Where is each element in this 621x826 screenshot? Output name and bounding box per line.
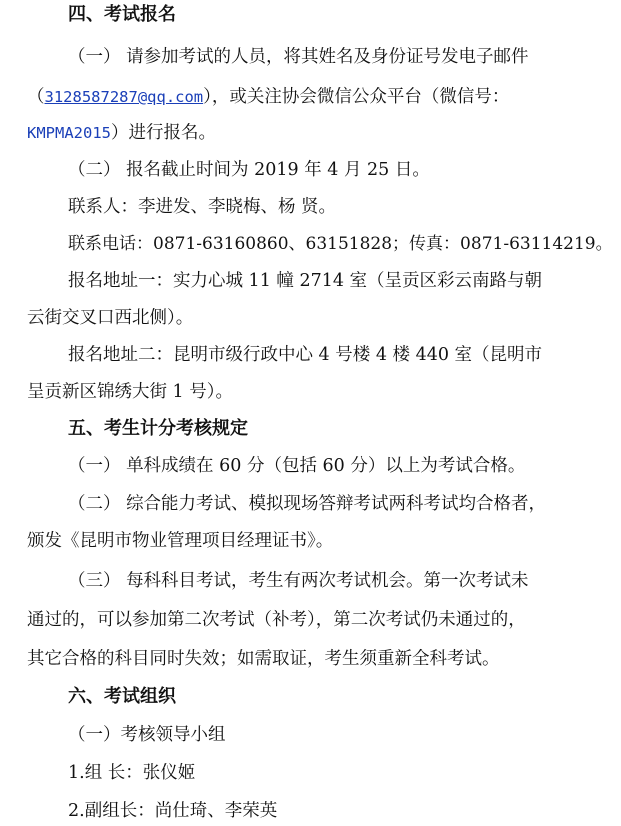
section-5-item-2-line-1: （二） 综合能力考试、模拟现场答辩考试两科考试均合格者， <box>68 494 547 514</box>
group-leader: 1.组 长：张仪姬 <box>68 763 196 783</box>
open-paren: （ <box>27 87 45 107</box>
section-5-item-3-line-1: （三） 每科科目考试，考生有两次考试机会。第一次考试未 <box>68 571 529 591</box>
section-6-heading: 六、考试组织 <box>68 686 176 707</box>
address-1-line-2: 云街交叉口西北侧）。 <box>27 308 194 328</box>
wechat-id: KMPMA2015 <box>27 124 111 142</box>
section-4-item-1-line-3 <box>27 122 216 144</box>
contact-person: 联系人：李进发、李晓梅、杨 贤。 <box>68 197 337 217</box>
address-1-line-1: 报名地址一：实力心城 11 幢 2714 室（呈贡区彩云南路与朝 <box>68 271 543 291</box>
section-4-item-1-line-1: （一） 请参加考试的人员，将其姓名及身份证号发电子邮件 <box>68 47 529 67</box>
section-5-item-3-line-3: 其它合格的科目同时失效；如需取证，考生须重新全科考试。 <box>27 649 500 669</box>
section-6-subtitle: （一）考核领导小组 <box>68 725 226 745</box>
section-4-heading: 四、考试报名 <box>68 4 176 25</box>
section-5-item-3-line-2: 通过的，可以参加第二次考试（补考），第二次考试仍未通过的， <box>27 610 526 630</box>
group-vice-leader: 2.副组长：尚仕琦、李荣英 <box>68 801 278 821</box>
section-5-heading: 五、考生计分考核规定 <box>68 418 248 439</box>
email-link[interactable]: 3128587287@qq.com <box>44 88 204 106</box>
address-2-line-2: 呈贡新区锦绣大街 1 号）。 <box>27 382 234 402</box>
register-text: ）进行报名。 <box>111 123 216 143</box>
contact-phone: 联系电话：0871-63160860、63151828；传真：0871-63114219。 <box>68 234 613 254</box>
section-4-item-1-line-2 <box>27 86 509 108</box>
address-2-line-1: 报名地址二：昆明市级行政中心 4 号楼 4 楼 440 室（昆明市 <box>68 345 543 365</box>
section-5-item-2-line-2: 颁发《昆明市物业管理项目经理证书》。 <box>27 531 334 551</box>
wechat-text: ），或关注协会微信公众平台（微信号： <box>203 87 510 107</box>
section-5-item-1: （一） 单科成绩在 60 分（包括 60 分）以上为考试合格。 <box>68 456 526 476</box>
section-4-item-2: （二） 报名截止时间为 2019 年 4 月 25 日。 <box>68 160 430 180</box>
